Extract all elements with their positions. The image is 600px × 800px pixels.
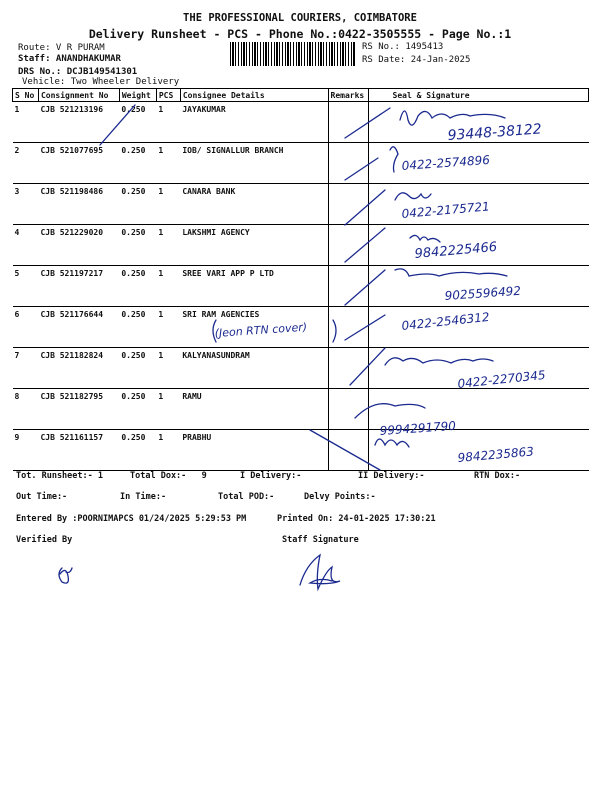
row-consignment-no: CJB 521198486 — [38, 184, 119, 225]
remarks-slash — [350, 348, 385, 385]
remarks-slash — [345, 228, 385, 262]
row9-signature — [375, 439, 409, 447]
row2-phone: 0422-2574896 — [401, 152, 491, 173]
row3-phone: 0422-2175721 — [401, 199, 491, 221]
col-seal-signature: Seal & Signature — [368, 89, 589, 102]
row-sno: 8 — [13, 389, 39, 430]
row9-slash — [310, 430, 380, 470]
row-pcs: 1 — [156, 307, 180, 348]
company-name: THE PROFESSIONAL COURIERS, COIMBATORE — [183, 12, 417, 24]
row-consignee: CANARA BANK — [180, 184, 328, 225]
row-sno: 9 — [13, 430, 39, 471]
row-weight: 0.250 — [119, 225, 156, 266]
row-weight: 0.250 — [119, 430, 156, 471]
row-consignee: SRI RAM AGENCIES — [180, 307, 328, 348]
row-consignment-no: CJB 521213196 — [38, 102, 119, 143]
runsheet-title: Delivery Runsheet - PCS - Phone No.:0422-3505555 - Page No.:1 — [88, 27, 512, 41]
row-consignment-no: CJB 521197217 — [38, 266, 119, 307]
col-remarks: Remarks — [328, 89, 368, 102]
row4-signature — [410, 235, 440, 242]
row-consignee: IOB/ SIGNALLUR BRANCH — [180, 143, 328, 184]
row8-signature — [355, 404, 425, 418]
col-sno: S No — [13, 89, 39, 102]
row7-phone: 0422-2270345 — [456, 367, 547, 391]
row9-phone: 9842235863 — [457, 444, 535, 465]
row-consignee: LAKSHMI AGENCY — [180, 225, 328, 266]
entered-by: Entered By :POORNIMAPCS 01/24/2025 5:29:53 PM — [16, 514, 247, 524]
row1-signature — [400, 111, 505, 125]
delvy-points: Delvy Points:- — [304, 492, 376, 502]
out-time: Out Time:- — [16, 492, 68, 502]
row-weight: 0.250 — [119, 184, 156, 225]
row6-note-bracket — [333, 320, 336, 342]
vehicle: Vehicle: Two Wheeler Delivery — [22, 77, 180, 87]
col-consignee: Consignee Details — [180, 89, 328, 102]
staff-name: Staff: ANANDHAKUMAR — [18, 54, 121, 64]
row-pcs: 1 — [156, 348, 180, 389]
row-consignment-no: CJB 521077695 — [38, 143, 119, 184]
row7-signature — [385, 358, 493, 365]
row-consignment-no: CJB 521176644 — [38, 307, 119, 348]
row-pcs: 1 — [156, 225, 180, 266]
rs-number: RS No.: 1495413 — [362, 42, 444, 52]
row-consignee: JAYAKUMAR — [180, 102, 328, 143]
total-pod: Total POD:- — [218, 492, 275, 502]
row-weight: 0.250 — [119, 143, 156, 184]
remarks-slash — [345, 190, 385, 225]
staff-signature-label: Staff Signature — [282, 535, 359, 545]
row-sno: 7 — [13, 348, 39, 389]
row-consignee: RAMU — [180, 389, 328, 430]
row-consignment-no: CJB 521229020 — [38, 225, 119, 266]
row-pcs: 1 — [156, 184, 180, 225]
printed-on: Printed On: 24-01-2025 17:30:21 — [277, 514, 436, 524]
remarks-slash — [345, 315, 385, 340]
ii-delivery: II Delivery:- — [358, 471, 425, 481]
row-pcs: 1 — [156, 430, 180, 471]
row-sno: 1 — [13, 102, 39, 143]
row-consignee: KALYANASUNDRAM — [180, 348, 328, 389]
verified-by-signature — [59, 568, 72, 583]
row-weight: 0.250 — [119, 348, 156, 389]
remarks-slash — [345, 158, 378, 180]
col-pcs: PCS — [156, 89, 180, 102]
drs-number: DRS No.: DCJB149541301 — [18, 67, 138, 77]
row-consignee: SREE VARI APP P LTD — [180, 266, 328, 307]
row6-phone: 0422-2546312 — [400, 309, 491, 333]
row-pcs: 1 — [156, 389, 180, 430]
row-weight: 0.250 — [119, 102, 156, 143]
row-sno: 4 — [13, 225, 39, 266]
row6-note: (Jeon RTN cover) — [214, 320, 308, 340]
row-sno: 3 — [13, 184, 39, 225]
row-pcs: 1 — [156, 266, 180, 307]
in-time: In Time:- — [120, 492, 167, 502]
row-consignment-no: CJB 521182795 — [38, 389, 119, 430]
row1-check-stroke — [100, 105, 135, 145]
row-consignment-no: CJB 521182824 — [38, 348, 119, 389]
row-consignee: PRABHU — [180, 430, 328, 471]
row5-signature — [395, 269, 507, 276]
row-weight: 0.250 — [119, 266, 156, 307]
row-weight: 0.250 — [119, 389, 156, 430]
row-sno: 6 — [13, 307, 39, 348]
row-sno: 5 — [13, 266, 39, 307]
row-pcs: 1 — [156, 143, 180, 184]
staff-signature-mark — [300, 555, 340, 589]
rs-date: RS Date: 24-Jan-2025 — [362, 55, 471, 65]
col-consignment: Consignment No — [38, 89, 119, 102]
remarks-slash — [345, 108, 390, 138]
row5-phone: 9025596492 — [444, 283, 522, 303]
row8-phone: 9994291790 — [379, 418, 457, 438]
route: Route: V R PURAM — [18, 43, 105, 53]
verified-by-label: Verified By — [16, 535, 73, 545]
tot-runsheet: Tot. Runsheet:- 1 — [16, 471, 103, 481]
row1-phone: 93448-38122 — [447, 121, 543, 144]
row4-phone: 9842225466 — [414, 239, 498, 262]
row-consignment-no: CJB 521161157 — [38, 430, 119, 471]
col-weight: Weight — [119, 89, 156, 102]
rtn-dox: RTN Dox:- — [474, 471, 521, 481]
row2-signature — [390, 147, 398, 172]
i-delivery: I Delivery:- — [240, 471, 302, 481]
total-dox: Total Dox:- 9 — [130, 471, 207, 481]
row3-signature — [395, 193, 431, 200]
remarks-slash — [345, 270, 385, 305]
row-sno: 2 — [13, 143, 39, 184]
row-weight: 0.250 — [119, 307, 156, 348]
row-pcs: 1 — [156, 102, 180, 143]
